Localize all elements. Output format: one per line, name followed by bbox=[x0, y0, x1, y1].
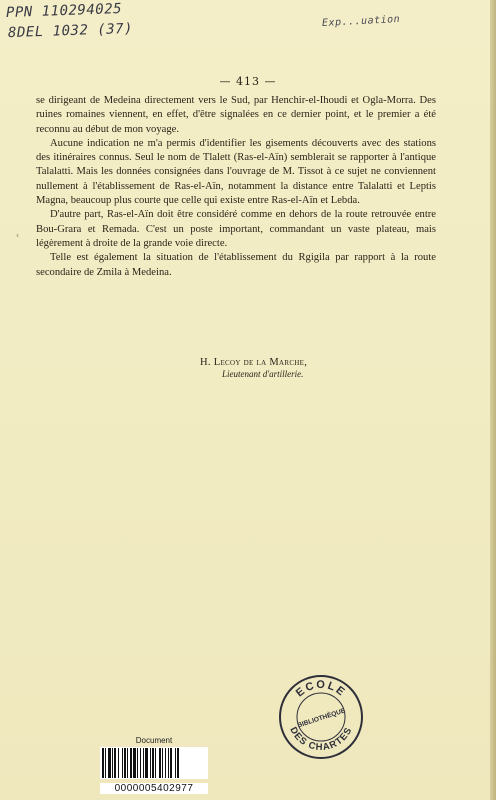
barcode-bar bbox=[140, 748, 141, 778]
barcode-bar bbox=[122, 748, 123, 778]
barcode-bar bbox=[168, 748, 169, 778]
barcode-bar bbox=[105, 748, 106, 778]
margin-mark: ‹ bbox=[16, 231, 20, 240]
barcode-bar bbox=[159, 748, 161, 778]
barcode-bar bbox=[150, 748, 151, 778]
barcode-bar bbox=[145, 748, 148, 778]
barcode-bar bbox=[155, 748, 156, 778]
barcode-bar bbox=[112, 748, 113, 778]
barcode-bar bbox=[177, 748, 179, 778]
handwritten-shelf-mark-2: 8DEL 1032 (37) bbox=[7, 20, 134, 42]
barcode-bar bbox=[124, 748, 126, 778]
barcode-bar bbox=[127, 748, 128, 778]
barcode-bar bbox=[143, 748, 144, 778]
author-title: Lieutenant d'artillerie. bbox=[222, 369, 304, 379]
paragraph: Aucune indication ne m'a permis d'identifier les gisements découverts avec des stations des itinéraires connus. Seul le nom de Tlalett (Ras-el-Aïn) semblerait se rapporter à l'antique Talalatti. Mais les données consignées dans l'ouvrage de M. Tissot à ce sujet ne conviennent nullement à l'établissement de Ras-el-Aïn, notamment la distance entre Talalatti et Leptis Magna, beaucoup plus courte que celle qui existe entre Ras-el-Aïn et Lebda. bbox=[36, 137, 436, 207]
barcode-bar bbox=[152, 748, 154, 778]
barcode-bar bbox=[170, 748, 172, 778]
barcode-bar bbox=[118, 748, 119, 778]
handwritten-note: Exp...uation bbox=[321, 13, 401, 30]
barcode-bar bbox=[133, 748, 136, 778]
body-text bbox=[36, 94, 436, 280]
barcode-bar bbox=[114, 748, 116, 778]
barcode-icon bbox=[100, 747, 208, 779]
barcode-bar bbox=[162, 748, 163, 778]
barcode-bar bbox=[165, 748, 166, 778]
barcode-bar bbox=[175, 748, 176, 778]
barcode-bar bbox=[102, 748, 104, 778]
page-number: — 413 — bbox=[219, 75, 277, 88]
paragraph: se dirigeant de Medeina directement vers le Sud, par Henchir-el-Ihoudi et Ogla-Morra. Des ruines romaines viennent, en effet, d'être signalées en ce dernier point, et le premier a été reconnu au début de mon voyage. bbox=[36, 95, 436, 135]
barcode-bar bbox=[108, 748, 111, 778]
author-name: H. Lecoy de la Marche, bbox=[200, 357, 308, 368]
signature-block bbox=[200, 357, 436, 379]
stamp-top-text: ECOLE bbox=[293, 678, 349, 700]
library-stamp bbox=[278, 674, 364, 760]
stamp-middle-text: BIBLIOTHÈQUE bbox=[296, 707, 347, 730]
paragraph: Telle est également la situation de l'établissement du Rgigila par rapport à la route secondaire de Zmila à Medeina. bbox=[36, 252, 436, 278]
svg-text:DES CHARTES bbox=[287, 725, 354, 753]
page-edge bbox=[490, 0, 496, 800]
paragraph: D'autre part, Ras-el-Aïn doit être considéré comme en dehors de la route retrouvée entre Bou-Grara et Remada. C'est un poste important, commandant un vaste plateau, mais légèrement à droite de la grande voie directe. bbox=[36, 209, 436, 249]
stamp-bottom-text: DES CHARTES bbox=[287, 725, 355, 754]
barcode-bar bbox=[130, 748, 132, 778]
barcode-label: Document bbox=[135, 736, 173, 745]
handwritten-shelf-mark-1: PPN 110294025 bbox=[5, 0, 123, 22]
barcode-block bbox=[100, 736, 208, 794]
barcode-bar bbox=[137, 748, 138, 778]
svg-text:ECOLE bbox=[294, 679, 348, 700]
barcode-number: 0000005402977 bbox=[100, 783, 208, 794]
